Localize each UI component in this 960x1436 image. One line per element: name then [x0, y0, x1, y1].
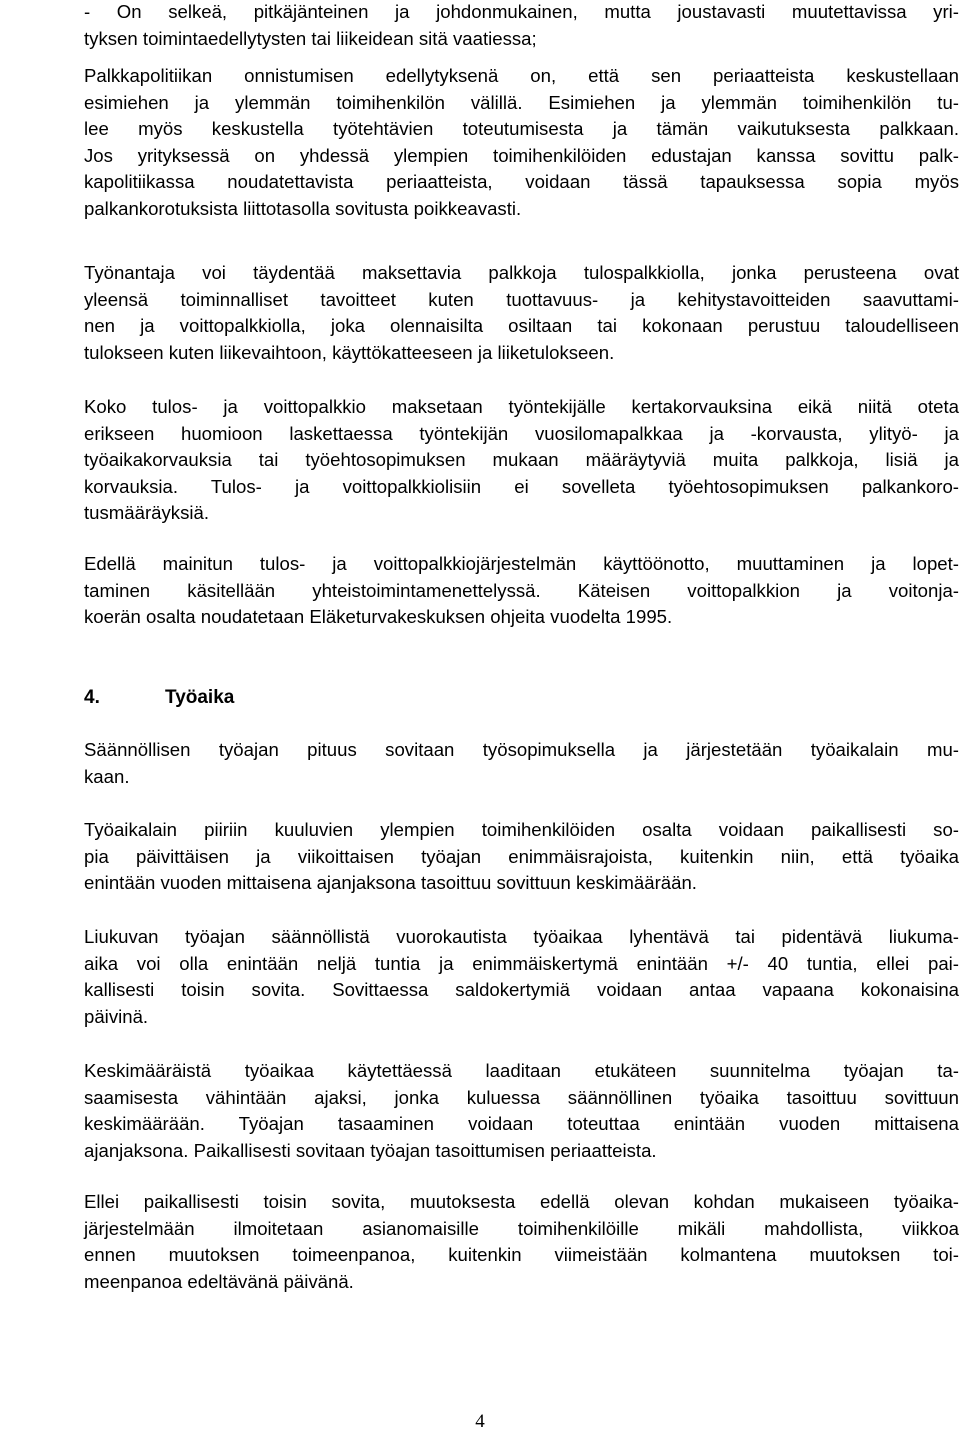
- paragraph-line: nen ja voittopalkkiolla, joka olennaisilta osiltaan tai kokonaan perustuu taloudelliseen: [84, 315, 959, 336]
- paragraph-line: Jos yrityksessä on yhdessä ylempien toimihenkilöiden edustajan kanssa sovittu palk-: [84, 144, 959, 166]
- paragraph-line: aika voi olla enintään neljä tuntia ja enimmäiskertymä enintään +/- 40 tuntia, ellei pai-: [84, 952, 959, 974]
- paragraph-line: saamisesta vähintään ajaksi, jonka kuluessa säännöllinen työaika tasoittuu sovittuun: [84, 1086, 959, 1108]
- paragraph-line: työaikakorvauksia tai työehtosopimuksen mukaan määräytyviä muita palkkoja, lisiä ja: [84, 449, 959, 470]
- paragraph-line: kallisesti toisin sovita. Sovittaessa saldokertymiä voidaan antaa vapaana kokonaisina: [84, 979, 959, 1000]
- paragraph-line: Ellei paikallisesti toisin sovita, muutoksesta edellä olevan kohdan mukaiseen työaika-: [84, 1191, 959, 1212]
- paragraph-line: Edellä mainitun tulos- ja voittopalkkiojärjestelmän käyttöönotto, muuttaminen ja lopet-: [84, 553, 959, 574]
- paragraph-line: järjestelmään ilmoitetaan asianomaisille toimihenkilöille mikäli mahdollista, viikkoa: [84, 1217, 959, 1239]
- intro-list-item: [84, 0, 959, 52]
- intro-line: tyksen toimintaedellytysten tai liikeidean sitä vaatiessa;: [84, 27, 537, 49]
- body-paragraph: [84, 1189, 959, 1295]
- paragraph-line: Työnantaja voi täydentää maksettavia palkkoja tulospalkkiolla, jonka perusteena ovat: [84, 262, 959, 283]
- paragraph-line: meenpanoa edeltävänä päivänä.: [84, 1270, 354, 1292]
- paragraph-line: Koko tulos- ja voittopalkkio maksetaan työntekijälle kertakorvauksina eikä niitä oteta: [84, 396, 959, 417]
- paragraph-line: koerän osalta noudatetaan Eläketurvakeskuksen ohjeita vuodelta 1995.: [84, 606, 673, 627]
- paragraph-line: Palkkapolitiikan onnistumisen edellytyksenä on, että sen periaatteista keskustellaan: [84, 65, 959, 86]
- paragraph-line: erikseen huomioon laskettaessa työntekijän vuosilomapalkkaa ja -korvausta, ylityö- ja: [84, 422, 959, 444]
- body-paragraph: [84, 1058, 959, 1164]
- paragraph-line: esimiehen ja ylemmän toimihenkilön välillä. Esimiehen ja ylemmän toimihenkilön tu-: [84, 91, 959, 113]
- paragraph-line: Keskimääräistä työaikaa käytettäessä laaditaan etukäteen suunnitelma työajan ta-: [84, 1060, 959, 1081]
- paragraph-line: yleensä toiminnalliset tavoitteet kuten tuottavuus- ja kehitystavoitteiden saavuttami-: [84, 288, 959, 310]
- paragraph-line: päivinä.: [84, 1005, 149, 1027]
- paragraph-line: pia päivittäisen ja viikoittaisen työajan enimmäisrajoista, kuitenkin niin, että työaika: [84, 845, 959, 867]
- paragraph-line: palkankorotuksista liittotasolla sovitusta poikkeavasti.: [84, 197, 522, 219]
- body-paragraph: [84, 63, 959, 222]
- paragraph-line: ajanjaksona. Paikallisesti sovitaan työajan tasoittumisen periaatteista.: [84, 1139, 657, 1161]
- paragraph-line: taminen käsitellään yhteistoimintamenettelyssä. Käteisen voittopalkkion ja voitonja-: [84, 579, 959, 601]
- body-paragraph: [84, 737, 959, 790]
- paragraph-line: enintään vuoden mittaisena ajanjaksona tasoittuu sovittuun keskimäärään.: [84, 872, 697, 893]
- paragraph-line: keskimäärään. Työajan tasaaminen voidaan toteuttaa enintään vuoden mittaisena: [84, 1113, 959, 1134]
- paragraph-line: lee myös keskustella työtehtävien toteutumisesta ja tämän vaikutuksesta palkkaan.: [84, 118, 959, 139]
- paragraph-line: tulokseen kuten liikevaihtoon, käyttökatteeseen ja liiketulokseen.: [84, 341, 615, 363]
- paragraph-line: tusmääräyksiä.: [84, 502, 210, 523]
- paragraph-line: kaan.: [84, 765, 130, 787]
- body-paragraph: [84, 260, 959, 366]
- paragraph-line: korvauksia. Tulos- ja voittopalkkiolisiin ei sovelleta työehtosopimuksen palkankoro-: [84, 475, 959, 497]
- intro-line: - On selkeä, pitkäjänteinen ja johdonmukainen, mutta joustavasti muutettavissa yri-: [84, 1, 959, 22]
- body-paragraph: [84, 924, 959, 1030]
- body-paragraph: [84, 817, 959, 897]
- paragraph-line: Säännöllisen työajan pituus sovitaan työsopimuksella ja järjestetään työaikalain mu-: [84, 739, 959, 760]
- body-paragraph: [84, 394, 959, 527]
- section-title: Työaika: [165, 687, 235, 708]
- body-paragraph: [84, 551, 959, 631]
- paragraph-line: kapolitiikassa noudatettavista periaatteista, voidaan tässä tapauksessa sopia myös: [84, 171, 959, 192]
- paragraph-line: ennen muutoksen toimeenpanoa, kuitenkin viimeistään kolmantena muutoksen toi-: [84, 1244, 959, 1265]
- paragraph-line: Liukuvan työajan säännöllistä vuorokautista työaikaa lyhentävä tai pidentävä liukuma-: [84, 926, 959, 947]
- paragraph-line: Työaikalain piiriin kuuluvien ylempien toimihenkilöiden osalta voidaan paikallisesti so-: [84, 819, 959, 840]
- page-number: 4: [475, 1411, 485, 1432]
